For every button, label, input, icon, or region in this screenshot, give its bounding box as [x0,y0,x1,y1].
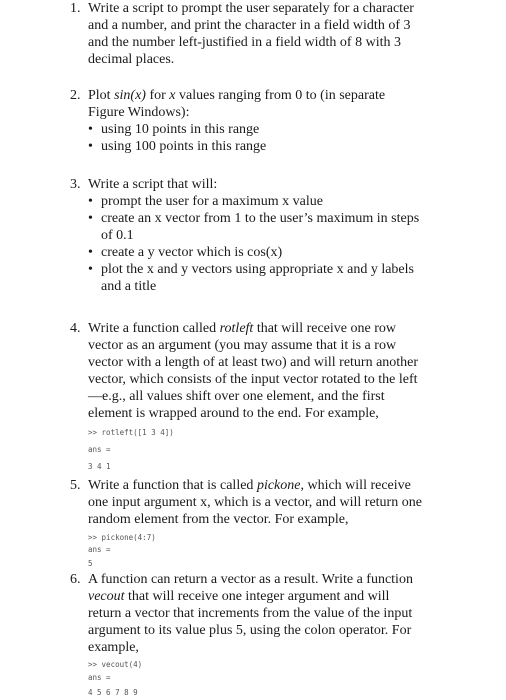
problem-4-line-4: vector, which consists of the input vector rotated to the left [88,372,418,387]
problem-6-line-1: A function can return a vector as a result. Write a function [88,572,413,587]
problem-4-line-2: vector as an argument (you may assume that it is a row [88,338,397,353]
bullet-dot: • [88,245,93,260]
bullet-dot: • [88,211,93,226]
problem-1-line-1: Write a script to prompt the user separately for a character [88,1,414,16]
problem-6-number: 6. [70,572,81,587]
problem-1-line-4: decimal places. [88,52,175,67]
problem-3-bullet-2: create an x vector from 1 to the user’s maximum in steps [101,211,420,226]
problem-5-line-1-post: , which will receive [300,478,411,493]
problem-4-line-1-post: that will receive one row [253,321,396,336]
problem-2-var: x [169,88,176,103]
problem-3-bullet-3: create a y vector which is cos(x) [101,245,283,260]
bullet-dot: • [88,139,93,154]
problem-2-intro-line-2: Figure Windows): [88,105,190,120]
problem-5-code-ans: ans = [88,545,111,554]
problem-4-line-1 [88,320,396,337]
problem-4-code-ans: ans = [88,445,111,454]
problem-5-line-3: random element from the vector. For example, [88,512,349,527]
problem-5-number: 5. [70,478,81,493]
bullet-dot: • [88,262,93,277]
problem-3-number: 3. [70,177,81,192]
problem-4-function-name: rotleft [219,321,254,336]
bullet-dot: • [88,122,93,137]
problem-3-bullet-1: prompt the user for a maximum x value [101,194,323,209]
problem-1-number: 1. [70,1,81,16]
problem-1-line-2: and a number, and print the character in a field width of 3 [88,18,411,33]
problem-2-bullet-2: using 100 points in this range [101,139,267,154]
problem-2-intro [88,87,385,104]
problem-6-line-4: argument to its value plus 5, using the colon operator. For [88,623,412,638]
problem-4-line-3: vector with a length of at least two) and will return another [88,355,419,370]
problem-4-number: 4. [70,321,81,336]
problem-2-intro-mid: for [145,88,170,103]
problem-5-line-1 [88,477,411,494]
problem-4-line-5: —e.g., all values shift over one element, and the first [88,389,385,404]
problem-6-line-5: example, [88,640,139,655]
problem-5-function-name: pickone [256,478,301,493]
problem-4-code-result: 3 4 1 [88,462,111,471]
problem-6-function-name: vecout [88,589,125,604]
problem-5-line-2: one input argument x, which is a vector, and will return one [88,495,422,510]
problem-6-code-ans: ans = [88,673,111,682]
problem-6-code-result: 4 5 6 7 8 9 [88,688,138,697]
problem-4-line-1-pre: Write a function called [88,321,220,336]
problem-6-line-2 [88,588,389,605]
problem-2-bullet-1: using 10 points in this range [101,122,260,137]
problem-2-intro-post: values ranging from 0 to (in separate [175,88,386,103]
bullet-dot: • [88,194,93,209]
problem-2-func: sin(x) [114,88,146,103]
problem-3-bullet-4: plot the x and y vectors using appropriate x and y labels [101,262,414,277]
problem-5-code-command: >> pickone(4:7) [88,533,156,542]
problem-6-line-2-post: that will receive one integer argument and will [124,589,390,604]
problem-2-intro-pre: Plot [88,88,115,103]
problem-3-bullet-4-cont: and a title [101,279,157,294]
problem-3-intro: Write a script that will: [88,177,218,192]
problem-4-code-command: >> rotleft([1 3 4]) [88,428,174,437]
problem-6-line-3: return a vector that increments from the value of the input [88,606,413,621]
problem-5-line-1-pre: Write a function that is called [88,478,257,493]
problem-4-line-6: element is wrapped around to the end. For example, [88,406,379,421]
problem-1-line-3: and the number left-justified in a field width of 8 with 3 [88,35,401,50]
problem-6-code-command: >> vecout(4) [88,660,143,669]
problem-5-code-result: 5 [88,559,93,568]
problem-2-number: 2. [70,88,81,103]
problem-3-bullet-2-cont: of 0.1 [101,228,134,243]
